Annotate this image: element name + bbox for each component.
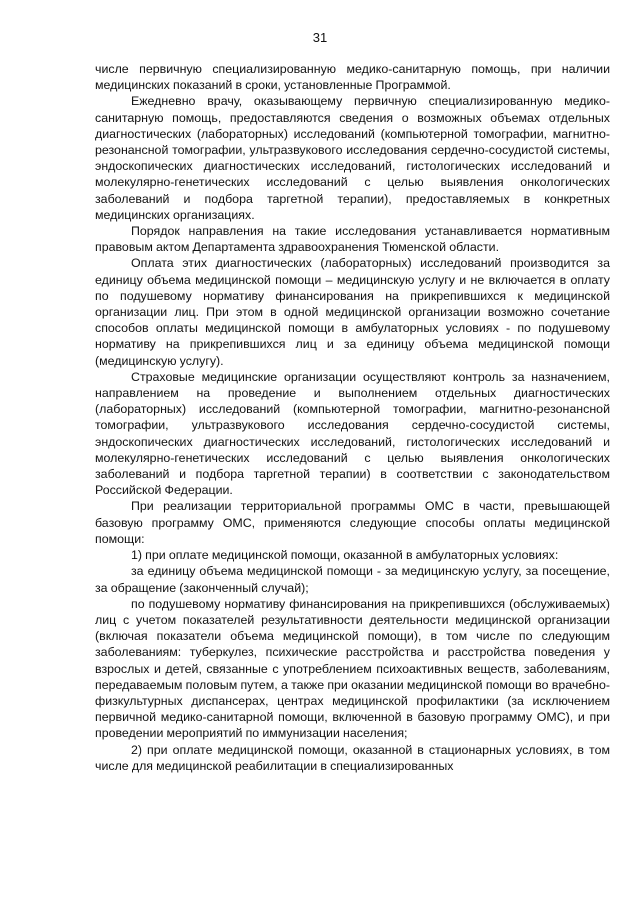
paragraph: Страховые медицинские организации осуществляют контроль за назначением, направлением на проведение и выполнением отдельных диагностических (лабораторных) исследований (компьютерной томографии, магнитно-резонансной томографии, ультразвукового исследования сердечно-сосудистой системы, эндоскопических диагностических исследований, гистологических исследований и молекулярно-генетических исследований с целью выявления онкологических заболеваний и подбора таргетной терапии) в соответствии с законодательством Российской Федерации. (95, 369, 610, 498)
paragraph: Ежедневно врачу, оказывающему первичную специализированную медико-санитарную помощь, предоставляются сведения о возможных объемах отдельных диагностических (лабораторных) исследований (компьютерной томографии, магнитно-резонансной томографии, ультразвукового исследования сердечно-сосудистой системы, эндоскопических диагностических исследований, гистологических исследований и молекулярно-генетических исследований с целью выявления онкологических заболеваний и подбора таргетной терапии), предоставляемых в конкретных медицинских организациях. (95, 94, 610, 222)
list-item: 2) при оплате медицинской помощи, оказанной в стационарных условиях, в том числе для медицинской реабилитации в специализированных (95, 742, 610, 773)
list-subitem: по подушевому нормативу финансирования на прикрепившихся (обслуживаемых) лиц с учетом показателей результативности деятельности медицинской организации (включая показатели объема медицинской помощи), в том числе по следующим заболеваниям: туберкулез, психические расстройства и расстройства поведения у взрослых и детей, связанные с употреблением психоактивных веществ, заболеваниям, передаваемым половым путем, а также при оказании медицинской помощи во врачебно-физкультурных диспансерах, центрах медицинской профилактики (за исключением первичной медико-санитарной помощи, включенной в базовую программу ОМС), и при проведении мероприятий по иммунизации населения; (95, 596, 610, 741)
list-subitem: за единицу объема медицинской помощи - за медицинскую услугу, за посещение, за обращение (законченный случай); (95, 564, 610, 595)
paragraph: При реализации территориальной программы ОМС в части, превышающей базовую программу ОМС, применяются следующие способы оплаты медицинской помощи: (95, 499, 610, 546)
paragraph-continuation: числе первичную специализированную медико-санитарную помощь, при наличии медицинских показаний в сроки, установленные Программой. (95, 62, 610, 93)
paragraph: Оплата этих диагностических (лабораторных) исследований производится за единицу объема медицинской помощи – медицинскую услугу и не включается в оплату по подушевому нормативу финансирования на прикрепившихся к медицинской организации лиц. При этом в одной медицинской организации возможно сочетание способов оплаты медицинской помощи в амбулаторных условиях - по подушевому нормативу на прикрепившихся лиц и за единицу объема медицинской помощи (медицинскую услугу). (95, 256, 610, 368)
list-item: 1) при оплате медицинской помощи, оказанной в амбулаторных условиях: (131, 548, 559, 563)
page-number: 31 (312, 30, 328, 45)
paragraph: Порядок направления на такие исследования устанавливается нормативным правовым актом Департамента здравоохранения Тюменской области. (95, 224, 610, 255)
document-body (95, 61, 610, 774)
